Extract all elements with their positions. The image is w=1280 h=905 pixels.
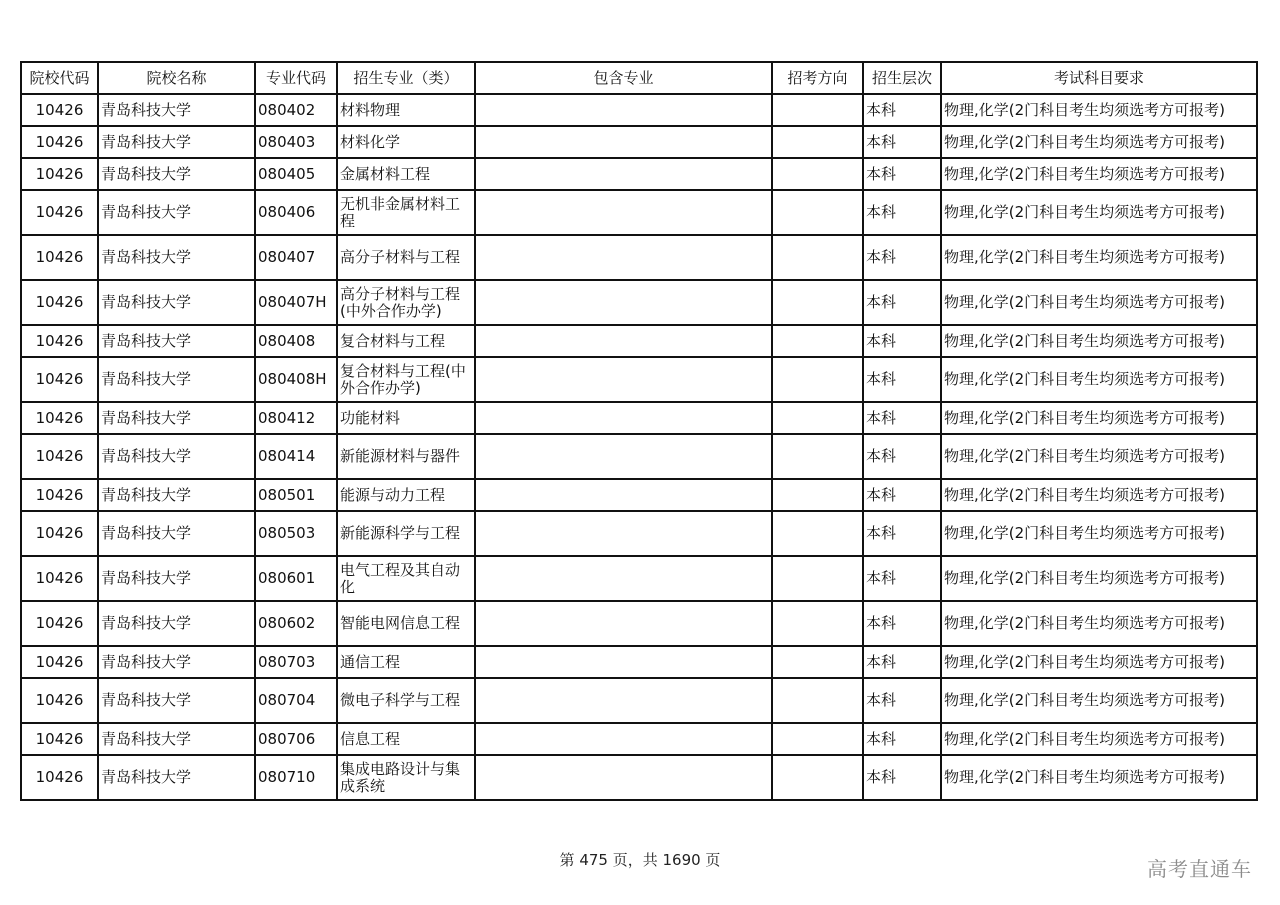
cell-major-name: 复合材料与工程 xyxy=(337,325,475,357)
cell-school-code: 10426 xyxy=(21,402,98,434)
cell-major-code: 080408H xyxy=(255,357,337,402)
cell-school-name: 青岛科技大学 xyxy=(98,723,255,755)
cell-included-majors xyxy=(475,357,772,402)
cell-direction xyxy=(772,357,863,402)
cell-school-code: 10426 xyxy=(21,126,98,158)
cell-school-name: 青岛科技大学 xyxy=(98,678,255,723)
header-subject-requirement: 考试科目要求 xyxy=(941,62,1257,94)
cell-school-name: 青岛科技大学 xyxy=(98,755,255,800)
cell-school-code: 10426 xyxy=(21,434,98,479)
cell-major-code: 080710 xyxy=(255,755,337,800)
cell-direction xyxy=(772,94,863,126)
cell-level: 本科 xyxy=(863,646,941,678)
cell-school-name: 青岛科技大学 xyxy=(98,556,255,601)
cell-subject-requirement: 物理,化学(2门科目考生均须选考方可报考) xyxy=(941,94,1257,126)
cell-school-code: 10426 xyxy=(21,158,98,190)
cell-included-majors xyxy=(475,601,772,646)
cell-major-name: 微电子科学与工程 xyxy=(337,678,475,723)
header-major-code: 专业代码 xyxy=(255,62,337,94)
cell-subject-requirement: 物理,化学(2门科目考生均须选考方可报考) xyxy=(941,280,1257,325)
table-row xyxy=(21,325,1257,357)
cell-direction xyxy=(772,190,863,235)
table-row xyxy=(21,126,1257,158)
cell-major-name: 材料物理 xyxy=(337,94,475,126)
cell-direction xyxy=(772,755,863,800)
table-row xyxy=(21,479,1257,511)
cell-school-name: 青岛科技大学 xyxy=(98,479,255,511)
table-row xyxy=(21,556,1257,601)
table-row xyxy=(21,601,1257,646)
cell-major-name: 集成电路设计与集成系统 xyxy=(337,755,475,800)
table-row xyxy=(21,723,1257,755)
cell-major-code: 080406 xyxy=(255,190,337,235)
cell-school-code: 10426 xyxy=(21,235,98,280)
cell-school-code: 10426 xyxy=(21,325,98,357)
cell-major-name: 金属材料工程 xyxy=(337,158,475,190)
cell-school-code: 10426 xyxy=(21,511,98,556)
cell-school-code: 10426 xyxy=(21,601,98,646)
cell-subject-requirement: 物理,化学(2门科目考生均须选考方可报考) xyxy=(941,646,1257,678)
cell-included-majors xyxy=(475,723,772,755)
cell-subject-requirement: 物理,化学(2门科目考生均须选考方可报考) xyxy=(941,402,1257,434)
header-major-name: 招生专业（类） xyxy=(337,62,475,94)
header-direction: 招考方向 xyxy=(772,62,863,94)
cell-school-name: 青岛科技大学 xyxy=(98,280,255,325)
cell-major-name: 材料化学 xyxy=(337,126,475,158)
cell-subject-requirement: 物理,化学(2门科目考生均须选考方可报考) xyxy=(941,755,1257,800)
cell-major-name: 功能材料 xyxy=(337,402,475,434)
cell-major-name: 新能源科学与工程 xyxy=(337,511,475,556)
cell-major-name: 能源与动力工程 xyxy=(337,479,475,511)
header-level: 招生层次 xyxy=(863,62,941,94)
cell-major-code: 080402 xyxy=(255,94,337,126)
cell-major-name: 电气工程及其自动化 xyxy=(337,556,475,601)
cell-major-code: 080501 xyxy=(255,479,337,511)
cell-major-code: 080407 xyxy=(255,235,337,280)
cell-school-code: 10426 xyxy=(21,755,98,800)
cell-direction xyxy=(772,158,863,190)
cell-school-name: 青岛科技大学 xyxy=(98,402,255,434)
cell-included-majors xyxy=(475,646,772,678)
cell-level: 本科 xyxy=(863,357,941,402)
cell-major-name: 无机非金属材料工程 xyxy=(337,190,475,235)
cell-subject-requirement: 物理,化学(2门科目考生均须选考方可报考) xyxy=(941,235,1257,280)
cell-level: 本科 xyxy=(863,280,941,325)
cell-level: 本科 xyxy=(863,511,941,556)
cell-subject-requirement: 物理,化学(2门科目考生均须选考方可报考) xyxy=(941,601,1257,646)
cell-direction xyxy=(772,646,863,678)
cell-level: 本科 xyxy=(863,479,941,511)
cell-level: 本科 xyxy=(863,325,941,357)
cell-school-name: 青岛科技大学 xyxy=(98,190,255,235)
cell-included-majors xyxy=(475,190,772,235)
table-row xyxy=(21,94,1257,126)
cell-level: 本科 xyxy=(863,190,941,235)
cell-direction xyxy=(772,678,863,723)
cell-level: 本科 xyxy=(863,723,941,755)
cell-major-code: 080414 xyxy=(255,434,337,479)
cell-included-majors xyxy=(475,402,772,434)
cell-major-code: 080412 xyxy=(255,402,337,434)
table-row xyxy=(21,434,1257,479)
cell-major-code: 080602 xyxy=(255,601,337,646)
cell-level: 本科 xyxy=(863,678,941,723)
cell-major-code: 080407H xyxy=(255,280,337,325)
table-row xyxy=(21,357,1257,402)
table-row xyxy=(21,511,1257,556)
cell-subject-requirement: 物理,化学(2门科目考生均须选考方可报考) xyxy=(941,678,1257,723)
cell-school-name: 青岛科技大学 xyxy=(98,601,255,646)
cell-school-name: 青岛科技大学 xyxy=(98,511,255,556)
cell-included-majors xyxy=(475,479,772,511)
cell-subject-requirement: 物理,化学(2门科目考生均须选考方可报考) xyxy=(941,556,1257,601)
table-row xyxy=(21,402,1257,434)
cell-subject-requirement: 物理,化学(2门科目考生均须选考方可报考) xyxy=(941,434,1257,479)
cell-school-code: 10426 xyxy=(21,678,98,723)
cell-major-name: 新能源材料与器件 xyxy=(337,434,475,479)
cell-subject-requirement: 物理,化学(2门科目考生均须选考方可报考) xyxy=(941,325,1257,357)
cell-school-code: 10426 xyxy=(21,723,98,755)
admission-requirements-table xyxy=(20,61,1258,801)
cell-major-code: 080706 xyxy=(255,723,337,755)
cell-school-code: 10426 xyxy=(21,646,98,678)
table-row xyxy=(21,755,1257,800)
cell-level: 本科 xyxy=(863,601,941,646)
cell-school-code: 10426 xyxy=(21,94,98,126)
cell-direction xyxy=(772,402,863,434)
cell-school-name: 青岛科技大学 xyxy=(98,94,255,126)
table-row xyxy=(21,235,1257,280)
cell-subject-requirement: 物理,化学(2门科目考生均须选考方可报考) xyxy=(941,126,1257,158)
table-row xyxy=(21,190,1257,235)
watermark-text: 高考直通车 xyxy=(1147,857,1252,881)
cell-subject-requirement: 物理,化学(2门科目考生均须选考方可报考) xyxy=(941,723,1257,755)
cell-school-name: 青岛科技大学 xyxy=(98,646,255,678)
header-school-name: 院校名称 xyxy=(98,62,255,94)
cell-school-name: 青岛科技大学 xyxy=(98,158,255,190)
table-row xyxy=(21,678,1257,723)
cell-major-code: 080408 xyxy=(255,325,337,357)
cell-school-name: 青岛科技大学 xyxy=(98,126,255,158)
table-header-row xyxy=(21,62,1257,94)
cell-school-name: 青岛科技大学 xyxy=(98,434,255,479)
cell-level: 本科 xyxy=(863,556,941,601)
page-number: 第 475 页，共 1690 页 xyxy=(559,851,721,869)
cell-level: 本科 xyxy=(863,126,941,158)
cell-level: 本科 xyxy=(863,235,941,280)
cell-direction xyxy=(772,434,863,479)
cell-major-name: 通信工程 xyxy=(337,646,475,678)
cell-included-majors xyxy=(475,158,772,190)
table-row xyxy=(21,646,1257,678)
cell-level: 本科 xyxy=(863,94,941,126)
cell-major-name: 智能电网信息工程 xyxy=(337,601,475,646)
cell-included-majors xyxy=(475,678,772,723)
cell-level: 本科 xyxy=(863,755,941,800)
cell-included-majors xyxy=(475,126,772,158)
cell-school-code: 10426 xyxy=(21,556,98,601)
cell-major-name: 信息工程 xyxy=(337,723,475,755)
cell-school-code: 10426 xyxy=(21,357,98,402)
cell-major-name: 高分子材料与工程 xyxy=(337,235,475,280)
cell-subject-requirement: 物理,化学(2门科目考生均须选考方可报考) xyxy=(941,190,1257,235)
cell-direction xyxy=(772,235,863,280)
header-included-majors: 包含专业 xyxy=(475,62,772,94)
cell-school-code: 10426 xyxy=(21,280,98,325)
cell-subject-requirement: 物理,化学(2门科目考生均须选考方可报考) xyxy=(941,479,1257,511)
cell-included-majors xyxy=(475,94,772,126)
cell-included-majors xyxy=(475,325,772,357)
cell-major-name: 复合材料与工程(中外合作办学) xyxy=(337,357,475,402)
cell-major-code: 080405 xyxy=(255,158,337,190)
cell-subject-requirement: 物理,化学(2门科目考生均须选考方可报考) xyxy=(941,511,1257,556)
cell-major-name: 高分子材料与工程(中外合作办学) xyxy=(337,280,475,325)
header-school-code: 院校代码 xyxy=(21,62,98,94)
cell-major-code: 080703 xyxy=(255,646,337,678)
cell-school-code: 10426 xyxy=(21,479,98,511)
cell-school-name: 青岛科技大学 xyxy=(98,235,255,280)
table-row xyxy=(21,158,1257,190)
cell-included-majors xyxy=(475,511,772,556)
cell-direction xyxy=(772,723,863,755)
cell-direction xyxy=(772,556,863,601)
cell-major-code: 080403 xyxy=(255,126,337,158)
cell-school-code: 10426 xyxy=(21,190,98,235)
cell-direction xyxy=(772,325,863,357)
cell-direction xyxy=(772,511,863,556)
cell-school-name: 青岛科技大学 xyxy=(98,357,255,402)
cell-included-majors xyxy=(475,280,772,325)
cell-direction xyxy=(772,126,863,158)
cell-level: 本科 xyxy=(863,434,941,479)
cell-major-code: 080601 xyxy=(255,556,337,601)
cell-school-name: 青岛科技大学 xyxy=(98,325,255,357)
cell-direction xyxy=(772,479,863,511)
cell-included-majors xyxy=(475,434,772,479)
cell-included-majors xyxy=(475,556,772,601)
cell-level: 本科 xyxy=(863,402,941,434)
cell-level: 本科 xyxy=(863,158,941,190)
cell-major-code: 080503 xyxy=(255,511,337,556)
table-row xyxy=(21,280,1257,325)
cell-direction xyxy=(772,601,863,646)
cell-direction xyxy=(772,280,863,325)
cell-included-majors xyxy=(475,755,772,800)
cell-major-code: 080704 xyxy=(255,678,337,723)
cell-included-majors xyxy=(475,235,772,280)
cell-subject-requirement: 物理,化学(2门科目考生均须选考方可报考) xyxy=(941,158,1257,190)
cell-subject-requirement: 物理,化学(2门科目考生均须选考方可报考) xyxy=(941,357,1257,402)
